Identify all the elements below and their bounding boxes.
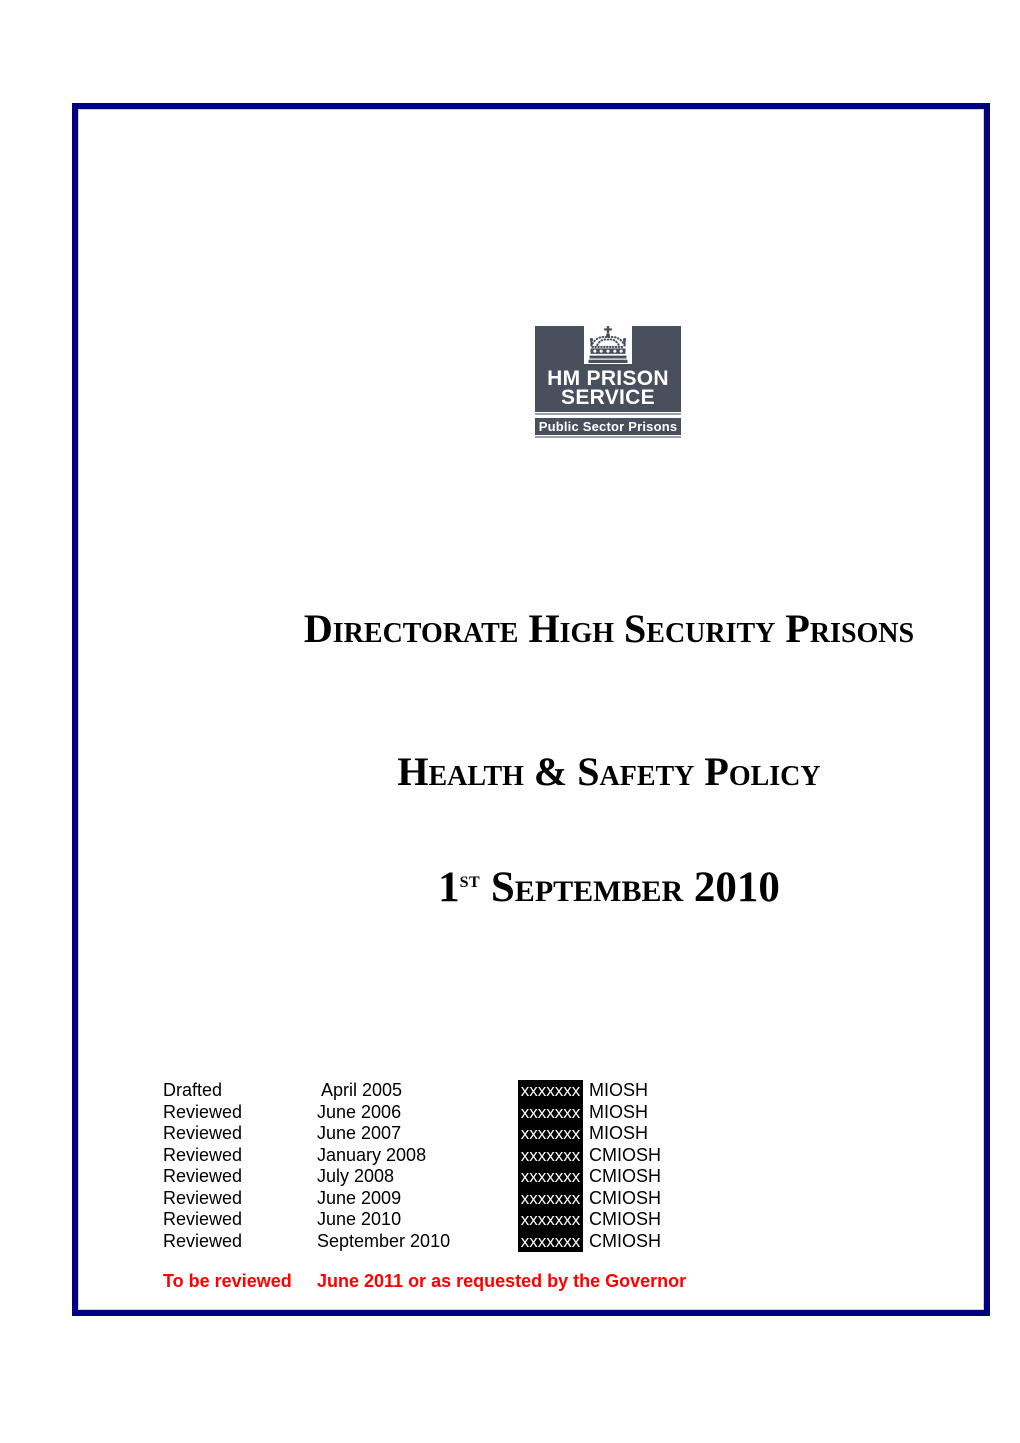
logo-separator-bottom [535, 436, 681, 438]
history-action: Reviewed [163, 1209, 243, 1229]
history-date: January 2008 [317, 1144, 427, 1165]
history-action: Reviewed [163, 1101, 243, 1122]
document-title: Directorate High Security Prisons [303, 606, 915, 651]
logo-main-box [535, 326, 681, 412]
history-date: September 2010 [317, 1230, 451, 1251]
redacted-name: xxxxxxx [518, 1231, 583, 1253]
history-credential: CMIOSH [589, 1144, 661, 1165]
redacted-name: xxxxxxx [518, 1209, 583, 1231]
document-subtitle: Health & Safety Policy [397, 749, 821, 794]
history-credential: MIOSH [589, 1101, 649, 1122]
history-row [163, 1102, 661, 1124]
history-action: Reviewed [163, 1230, 243, 1251]
history-date: June 2010 [317, 1209, 402, 1229]
history-credential: CMIOSH [589, 1230, 661, 1251]
history-row [163, 1188, 661, 1210]
document-date [158, 863, 1020, 912]
history-action: Drafted [163, 1080, 223, 1100]
page-border [72, 103, 990, 1316]
history-action: Reviewed [163, 1187, 243, 1208]
logo-org-name-line2: SERVICE [561, 386, 655, 409]
history-row [163, 1209, 661, 1231]
review-notice-label: To be reviewed [163, 1271, 292, 1291]
redacted-name: xxxxxxx [518, 1080, 583, 1102]
history-row [163, 1166, 661, 1188]
date-number: 1 [438, 864, 460, 911]
history-credential: CMIOSH [589, 1209, 661, 1229]
hm-prison-service-logo [535, 326, 681, 438]
logo-org-name-line1: HM PRISON [547, 367, 669, 390]
history-credential: MIOSH [589, 1080, 649, 1100]
history-row [163, 1145, 661, 1167]
date-rest: September 2010 [480, 864, 780, 911]
redacted-name: xxxxxxx [518, 1188, 583, 1210]
review-notice-text: June 2011 or as requested by the Governor [317, 1271, 687, 1291]
logo-banner: Public Sector Prisons [535, 418, 681, 435]
history-action: Reviewed [163, 1144, 243, 1165]
history-row [163, 1080, 661, 1102]
history-credential: CMIOSH [589, 1166, 661, 1186]
history-date: June 2006 [317, 1101, 402, 1122]
date-ordinal: st [459, 867, 481, 893]
history-date: April 2005 [317, 1080, 403, 1100]
history-row [163, 1231, 661, 1253]
history-date: June 2009 [317, 1187, 402, 1208]
review-history-table [163, 1080, 661, 1252]
review-notice [163, 1271, 686, 1292]
redacted-name: xxxxxxx [518, 1145, 583, 1167]
history-date: June 2007 [317, 1123, 402, 1143]
history-credential: CMIOSH [589, 1187, 661, 1208]
logo-crown-notch [584, 326, 632, 364]
history-date: July 2008 [317, 1166, 395, 1186]
crown-icon [586, 326, 630, 368]
history-row [163, 1123, 661, 1145]
redacted-name: xxxxxxx [518, 1166, 583, 1188]
history-action: Reviewed [163, 1123, 243, 1143]
redacted-name: xxxxxxx [518, 1123, 583, 1145]
history-credential: MIOSH [589, 1123, 649, 1143]
redacted-name: xxxxxxx [518, 1102, 583, 1124]
history-action: Reviewed [163, 1166, 243, 1186]
